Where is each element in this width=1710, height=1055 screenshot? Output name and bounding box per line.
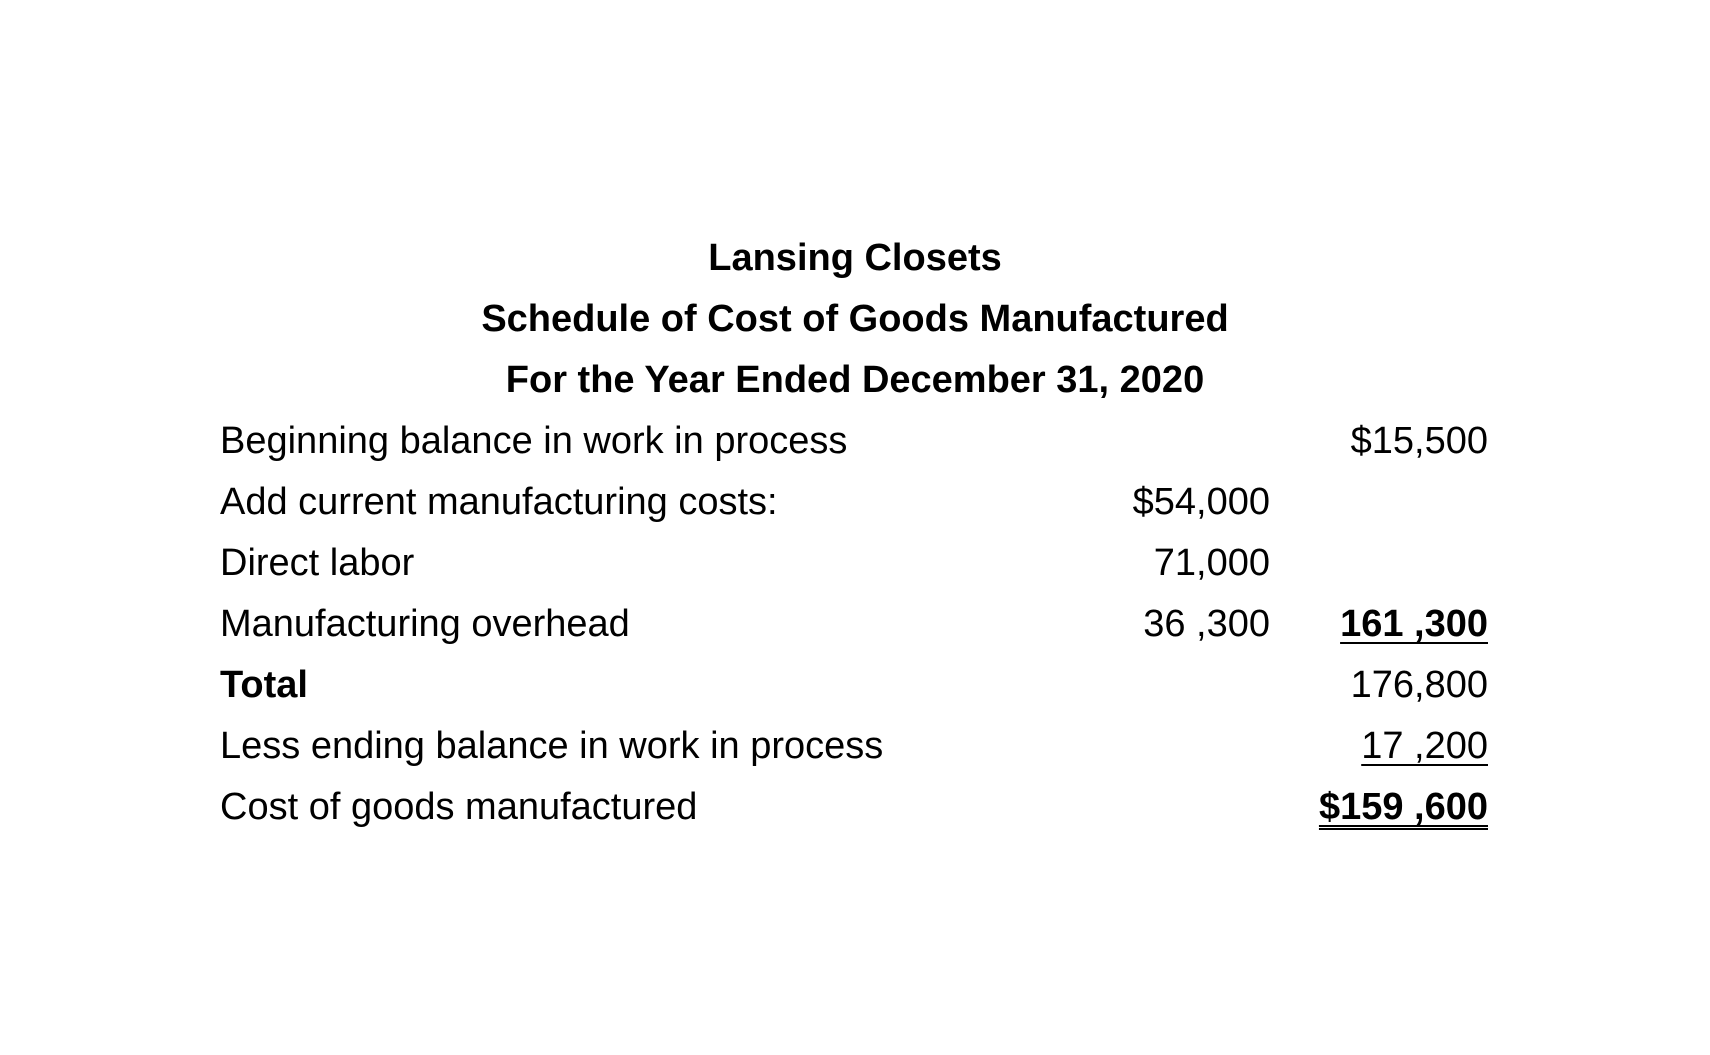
row-add-current-costs (0, 472, 1710, 532)
row-amount-total: $159 ,600 (1318, 786, 1488, 828)
schedule-period: For the Year Ended December 31, 2020 (505, 359, 1205, 401)
row-amount-detail: 36 ,300 (1143, 603, 1270, 645)
row-total (0, 655, 1710, 715)
row-amount-detail: $54,000 (1132, 481, 1270, 523)
row-label: Manufacturing overhead (220, 603, 630, 645)
row-manufacturing-overhead (0, 594, 1710, 654)
row-label: Direct labor (220, 542, 415, 584)
schedule-title: Schedule of Cost of Goods Manufactured (481, 298, 1229, 340)
row-amount-detail: 71,000 (1153, 542, 1270, 584)
row-label: Total (220, 664, 308, 706)
row-beginning-balance (0, 411, 1710, 471)
row-direct-labor (0, 533, 1710, 593)
row-less-ending-balance (0, 716, 1710, 776)
row-label: Cost of goods manufactured (220, 786, 698, 828)
row-label: Less ending balance in work in process (220, 725, 884, 767)
company-name: Lansing Closets (708, 237, 1002, 279)
row-amount-total: $15,500 (1350, 420, 1488, 462)
row-label: Add current manufacturing costs: (220, 481, 778, 523)
row-cost-of-goods-manufactured (0, 777, 1710, 837)
row-amount-total: 161 ,300 (1340, 603, 1488, 645)
row-label: Beginning balance in work in process (220, 420, 848, 462)
row-amount-total: 17 ,200 (1361, 725, 1488, 767)
row-amount-total: 176,800 (1350, 664, 1488, 706)
